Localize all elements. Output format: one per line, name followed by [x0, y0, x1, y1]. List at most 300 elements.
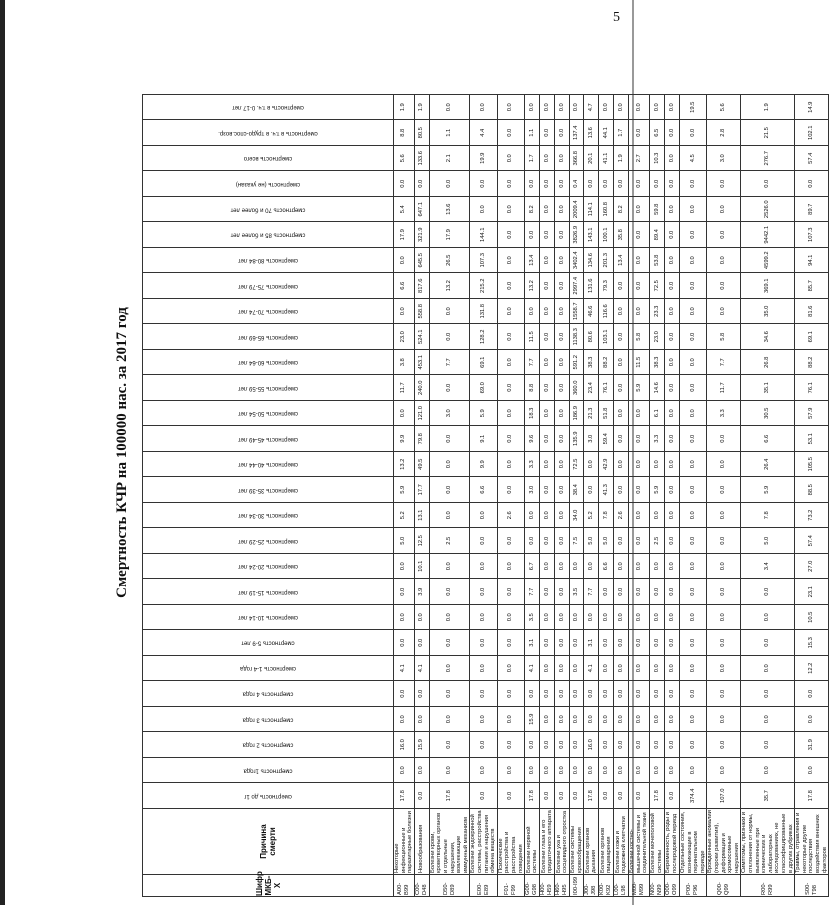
table-cell: 0.0 [665, 248, 680, 274]
table-cell: 0.0 [414, 171, 429, 197]
table-cell: 0.0 [555, 732, 570, 758]
table-cell: 0.0 [429, 681, 470, 707]
page-number: 5 [613, 10, 620, 25]
table-cell: 11.5 [525, 324, 540, 350]
table-cell: 0.0 [429, 656, 470, 682]
table-cell: 0.0 [525, 95, 540, 121]
table-cell: 5.2 [394, 503, 415, 529]
table-cell: 0.0 [540, 452, 555, 478]
table-cell: 0.0 [414, 783, 429, 809]
table-cell: 0.0 [497, 528, 524, 554]
table-cell: 114.1 [584, 197, 599, 223]
row-cause: Болезни кожи и подкожной клетчатки [614, 809, 629, 875]
table-cell: 0.0 [497, 273, 524, 299]
table-cell: 0.0 [394, 171, 415, 197]
table-cell: 0.0 [707, 197, 741, 223]
table-cell: 4.1 [394, 656, 415, 682]
table-cell: 7.5 [570, 528, 584, 554]
table-cell: 0.0 [665, 95, 680, 121]
table-cell: 14.9 [795, 95, 829, 121]
table-cell: 0.0 [680, 656, 707, 682]
table-cell: 0.0 [540, 248, 555, 274]
row-code: D50-D89 [429, 875, 470, 897]
table-cell: 0.0 [614, 579, 629, 605]
table-cell: 0.0 [629, 299, 650, 325]
table-cell: 131.6 [584, 273, 599, 299]
table-cell: 2.8 [707, 120, 741, 146]
table-cell: 6.6 [470, 477, 497, 503]
table-cell: 0.0 [707, 273, 741, 299]
table-cell: 647.1 [414, 197, 429, 223]
table-cell: 0.0 [650, 503, 665, 529]
table-cell: 0.0 [629, 605, 650, 631]
table-cell: 0.0 [614, 452, 629, 478]
table-cell: 6.6 [599, 554, 614, 580]
table-cell: 10.3 [650, 146, 665, 172]
table-cell: 0.0 [614, 171, 629, 197]
table-cell: 0.0 [599, 605, 614, 631]
table-cell: 0.0 [629, 758, 650, 784]
table-cell: 0.0 [665, 452, 680, 478]
table-cell: 0.0 [650, 630, 665, 656]
table-cell: 0.0 [540, 401, 555, 427]
table-cell: 0.0 [614, 707, 629, 733]
table-cell: 558.8 [414, 299, 429, 325]
table-cell: 0.0 [665, 324, 680, 350]
column-header [143, 528, 394, 554]
column-header [143, 401, 394, 427]
column-header [143, 95, 394, 121]
table-cell: 5.9 [650, 477, 665, 503]
table-cell: 0.0 [629, 95, 650, 121]
table-cell: 0.0 [394, 758, 415, 784]
row-code: I00-I99 [570, 875, 584, 897]
table-cell: 0.0 [497, 248, 524, 274]
table-cell: 0.0 [555, 248, 570, 274]
table-cell: 0.0 [470, 503, 497, 529]
table-cell: 6.6 [741, 426, 795, 452]
table-cell: 1.9 [741, 95, 795, 121]
table-cell: 0.0 [650, 656, 665, 682]
table-cell: 0.0 [497, 146, 524, 172]
table-cell: 1.1 [525, 120, 540, 146]
table-cell: 0.0 [555, 554, 570, 580]
column-header [143, 171, 394, 197]
table-cell: 0.0 [665, 171, 680, 197]
table-cell: 0.0 [680, 452, 707, 478]
table-cell: 21.3 [584, 401, 599, 427]
table-cell: 1.9 [414, 95, 429, 121]
table-cell: 0.0 [680, 630, 707, 656]
table-cell: 0.0 [650, 95, 665, 121]
table-row [540, 95, 555, 897]
table-cell: 0.0 [429, 554, 470, 580]
table-row [741, 95, 795, 897]
table-cell: 0.0 [599, 758, 614, 784]
table-cell: 0.0 [629, 197, 650, 223]
table-cell: 0.0 [665, 146, 680, 172]
table-cell: 53.1 [795, 426, 829, 452]
column-header-label: смертность в т.ч. 0-17 лет [232, 104, 304, 111]
table-cell: 0.0 [540, 120, 555, 146]
table-cell: 0.0 [650, 554, 665, 580]
table-cell: 38.3 [650, 350, 665, 376]
table-cell: 276.7 [741, 146, 795, 172]
table-cell: 53.8 [650, 248, 665, 274]
row-code: F01-F99 [497, 875, 524, 897]
table-row [795, 95, 829, 897]
table-cell: 1.1 [429, 120, 470, 146]
table-cell: 0.0 [470, 656, 497, 682]
table-cell: 13.1 [414, 503, 429, 529]
table-cell: 1558.7 [570, 299, 584, 325]
table-cell: 0.0 [650, 758, 665, 784]
table-cell: 0.0 [570, 681, 584, 707]
column-header-label: смертность (не указан) [235, 180, 301, 187]
table-cell: 0.0 [497, 401, 524, 427]
table-cell: 9.9 [470, 452, 497, 478]
column-header [143, 707, 394, 733]
table-cell: 0.0 [584, 605, 599, 631]
table-cell: 0.0 [614, 350, 629, 376]
table-cell: 3.1 [584, 630, 599, 656]
column-header-label: смертность 15-19 лет [237, 588, 299, 595]
table-row [650, 95, 665, 897]
table-cell: 0.0 [680, 222, 707, 248]
table-cell: 13.4 [614, 248, 629, 274]
table-cell: 15.9 [525, 707, 540, 733]
row-code: O00-O99 [665, 875, 680, 897]
table-cell: 0.0 [394, 554, 415, 580]
table-cell: 0.0 [540, 605, 555, 631]
table-cell: 0.0 [707, 630, 741, 656]
table-cell: 80.5 [414, 120, 429, 146]
table-cell: 0.0 [707, 579, 741, 605]
table-cell: 0.0 [629, 554, 650, 580]
table-cell: 5.2 [584, 503, 599, 529]
row-code: R00-R99 [741, 875, 795, 897]
table-cell: 0.0 [680, 528, 707, 554]
table-cell: 3.8 [394, 350, 415, 376]
table-cell: 0.0 [599, 579, 614, 605]
table-cell: 13.6 [429, 197, 470, 223]
table-cell: 0.0 [650, 681, 665, 707]
table-cell: 201.3 [599, 248, 614, 274]
table-cell: 0.0 [570, 758, 584, 784]
column-header [143, 146, 394, 172]
table-cell: 0.0 [540, 146, 555, 172]
table-cell: 69.1 [795, 324, 829, 350]
table-cell: 0.0 [540, 656, 555, 682]
table-cell: 89.4 [650, 222, 665, 248]
table-cell: 10.5 [795, 605, 829, 631]
table-cell: 38.4 [570, 477, 584, 503]
column-header-label: смертность 3 года [242, 716, 294, 723]
table-cell: 13.2 [525, 273, 540, 299]
table-cell: 5.0 [584, 528, 599, 554]
table-cell: 0.0 [707, 605, 741, 631]
table-cell: 0.0 [680, 579, 707, 605]
table-cell: 0.0 [795, 707, 829, 733]
table-cell: 17.8 [429, 783, 470, 809]
column-header [143, 197, 394, 223]
table-cell: 0.0 [497, 120, 524, 146]
row-cause: Болезни крови, кроветворных органов и отдельные нарушения, вовлекающие иммунный механизм [429, 809, 470, 875]
table-cell: 0.0 [540, 350, 555, 376]
table-cell: 57.9 [795, 401, 829, 427]
table-cell: 0.0 [394, 248, 415, 274]
table-cell: 16.0 [584, 732, 599, 758]
table-cell: 16.0 [394, 732, 415, 758]
table-cell: 215.2 [470, 273, 497, 299]
row-cause: Болезни нервной системы [525, 809, 540, 875]
table-cell: 0.0 [570, 605, 584, 631]
table-cell: 14.6 [650, 375, 665, 401]
table-cell: 0.0 [680, 605, 707, 631]
table-cell: 9.1 [470, 426, 497, 452]
table-cell: 0.0 [707, 528, 741, 554]
table-cell: 107.3 [795, 222, 829, 248]
table-cell: 121.0 [414, 401, 429, 427]
table-cell: 88.2 [795, 350, 829, 376]
table-cell: 17.8 [795, 783, 829, 809]
table-cell: 0.0 [540, 579, 555, 605]
table-cell: 0.0 [707, 758, 741, 784]
table-cell: 35.8 [614, 222, 629, 248]
table-cell: 0.0 [555, 401, 570, 427]
table-cell: 137.4 [570, 120, 584, 146]
table-cell: 13.6 [584, 120, 599, 146]
table-cell: 3.0 [707, 146, 741, 172]
table-cell: 0.0 [429, 299, 470, 325]
row-code: H00-H59 [540, 875, 555, 897]
table-cell: 0.0 [650, 579, 665, 605]
row-cause: Болезни мочеполовой системы [650, 809, 665, 875]
table-cell: 5.9 [741, 477, 795, 503]
table-row [429, 95, 470, 897]
table-cell: 0.0 [555, 503, 570, 529]
table-cell: 0.0 [555, 120, 570, 146]
table-cell: 35.1 [741, 375, 795, 401]
table-cell: 4.1 [584, 656, 599, 682]
table-cell: 0.0 [629, 503, 650, 529]
table-cell: 73.2 [795, 503, 829, 529]
table-row [394, 95, 415, 897]
table-cell: 3.0 [584, 426, 599, 452]
table-cell: 0.0 [429, 605, 470, 631]
table-cell: 0.0 [429, 758, 470, 784]
table-cell: 0.0 [614, 528, 629, 554]
table-cell: 12.2 [795, 656, 829, 682]
column-header-label: смертность 1-4 года [239, 665, 297, 672]
table-row [680, 95, 707, 897]
table-cell: 0.0 [680, 273, 707, 299]
table-cell: 5.4 [394, 197, 415, 223]
table-cell: 0.0 [599, 681, 614, 707]
table-cell: 49.5 [414, 452, 429, 478]
table-cell: 0.0 [741, 707, 795, 733]
table-cell: 0.0 [707, 248, 741, 274]
table-cell: 0.0 [665, 426, 680, 452]
table-cell: 0.0 [707, 452, 741, 478]
table-cell: 0.0 [614, 375, 629, 401]
table-cell: 0.0 [599, 656, 614, 682]
table-cell: 3.0 [525, 477, 540, 503]
table-cell: 524.1 [414, 324, 429, 350]
row-code: S00-T98 [795, 875, 829, 897]
table-cell: 0.0 [665, 197, 680, 223]
table-cell: 0.0 [707, 477, 741, 503]
table-cell: 0.0 [629, 681, 650, 707]
table-cell: 0.0 [429, 95, 470, 121]
table-cell: 0.0 [599, 630, 614, 656]
row-code: E00-E89 [470, 875, 497, 897]
table-cell: 0.0 [497, 477, 524, 503]
table-cell: 5.8 [629, 324, 650, 350]
table-cell: 0.0 [650, 732, 665, 758]
column-header [143, 350, 394, 376]
table-cell: 0.0 [665, 375, 680, 401]
column-header-label: смертность 45-49 лет [237, 435, 299, 442]
table-cell: 0.0 [540, 299, 555, 325]
table-cell: 0.0 [665, 758, 680, 784]
table-cell: 17.8 [650, 783, 665, 809]
table-cell: 0.0 [614, 554, 629, 580]
table-cell: 107.0 [707, 783, 741, 809]
row-cause: Болезни системы кровообращения [570, 809, 584, 875]
table-cell: 0.0 [584, 477, 599, 503]
table-cell: 0.0 [429, 171, 470, 197]
column-header-label: смертность 80-84 лет [237, 257, 299, 264]
table-cell: 2526.0 [741, 197, 795, 223]
table-cell: 0.0 [680, 503, 707, 529]
table-cell: 30.5 [741, 401, 795, 427]
table-cell: 35.7 [741, 783, 795, 809]
table-cell: 15.9 [414, 732, 429, 758]
row-cause: Болезни эндокринной системы, расстройства питания и нарушения обмена веществ [470, 810, 497, 873]
table-cell: 8.2 [614, 197, 629, 223]
table-cell: 46.6 [584, 299, 599, 325]
table-cell: 27.0 [795, 554, 829, 580]
row-code: C00-D48 [414, 875, 429, 897]
table-cell: 7.7 [707, 350, 741, 376]
column-header-label: смертность 75-79 лет [237, 282, 299, 289]
table-cell: 0.0 [680, 732, 707, 758]
row-code: K00-K92 [599, 875, 614, 897]
table-cell: 0.0 [540, 222, 555, 248]
column-header [143, 579, 394, 605]
table-cell: 0.0 [650, 707, 665, 733]
table-cell: 3.5 [570, 579, 584, 605]
table-cell: 42.9 [599, 452, 614, 478]
table-row [629, 95, 650, 897]
column-header [143, 426, 394, 452]
table-cell: 0.0 [470, 681, 497, 707]
table-cell: 360.0 [570, 375, 584, 401]
table-cell: 3.9 [414, 579, 429, 605]
table-cell: 102.1 [795, 120, 829, 146]
table-cell: 17.8 [394, 783, 415, 809]
table-cell: 34.6 [741, 324, 795, 350]
table-cell: 1.7 [614, 120, 629, 146]
table-cell: 0.0 [570, 554, 584, 580]
table-cell: 240.0 [414, 375, 429, 401]
table-cell: 0.0 [470, 630, 497, 656]
row-code: H60-H95 [555, 875, 570, 897]
table-row [570, 95, 584, 897]
row-cause: Новообразования [414, 809, 429, 875]
table-cell: 5.6 [394, 146, 415, 172]
table-cell: 0.0 [540, 783, 555, 809]
column-header [143, 248, 394, 274]
table-cell: 0.0 [540, 732, 555, 758]
table-cell: 0.0 [795, 681, 829, 707]
table-cell: 0.0 [540, 197, 555, 223]
table-cell: 0.0 [555, 324, 570, 350]
table-cell: 38.3 [584, 350, 599, 376]
table-cell: 0.0 [555, 528, 570, 554]
table-cell: 10.1 [414, 554, 429, 580]
table-cell: 0.0 [525, 503, 540, 529]
table-cell: 3.5 [525, 605, 540, 631]
table-cell: 0.0 [614, 324, 629, 350]
table-cell: 5.0 [741, 528, 795, 554]
table-cell: 0.0 [429, 324, 470, 350]
table-cell: 2.1 [429, 146, 470, 172]
table-cell: 9.9 [394, 426, 415, 452]
row-cause: Психические расстройства и расстройства поведения [497, 809, 524, 875]
table-cell: 0.0 [470, 605, 497, 631]
column-header [143, 605, 394, 631]
table-cell: 20.1 [584, 146, 599, 172]
table-cell: 186.9 [570, 401, 584, 427]
column-header-label: смертность 10-14 лет [237, 614, 299, 621]
table-cell: 13.2 [394, 452, 415, 478]
table-cell: 6.5 [650, 120, 665, 146]
row-code: L00-L98 [614, 875, 629, 897]
table-cell: 0.0 [629, 273, 650, 299]
table-cell: 1138.3 [570, 324, 584, 350]
table-cell: 0.0 [570, 95, 584, 121]
table-cell: 5.6 [707, 95, 741, 121]
column-header [143, 324, 394, 350]
table-cell: 0.0 [525, 171, 540, 197]
table-cell: 0.0 [429, 630, 470, 656]
table-cell: 0.0 [429, 452, 470, 478]
table-cell: 0.0 [414, 681, 429, 707]
table-cell: 0.0 [414, 707, 429, 733]
table-cell: 34.0 [570, 503, 584, 529]
column-header [143, 783, 394, 809]
table-cell: 26.5 [429, 248, 470, 274]
table-cell: 85.7 [795, 273, 829, 299]
table-row [614, 95, 629, 897]
table-cell: 0.0 [741, 630, 795, 656]
table-cell: 0.0 [650, 171, 665, 197]
table-cell: 7.7 [525, 579, 540, 605]
table-cell: 0.0 [584, 452, 599, 478]
table-cell: 0.0 [614, 477, 629, 503]
table-cell: 7.7 [584, 579, 599, 605]
column-header-label: смертность 70 и более лет [230, 206, 306, 213]
table-cell: 0.0 [665, 273, 680, 299]
column-header-label: смертность 70-74 лет [237, 308, 299, 315]
table-cell: 0.0 [650, 605, 665, 631]
table-cell: 0.0 [665, 350, 680, 376]
table-cell: 3.4 [741, 554, 795, 580]
table-cell: 131.8 [470, 299, 497, 325]
column-header [143, 452, 394, 478]
